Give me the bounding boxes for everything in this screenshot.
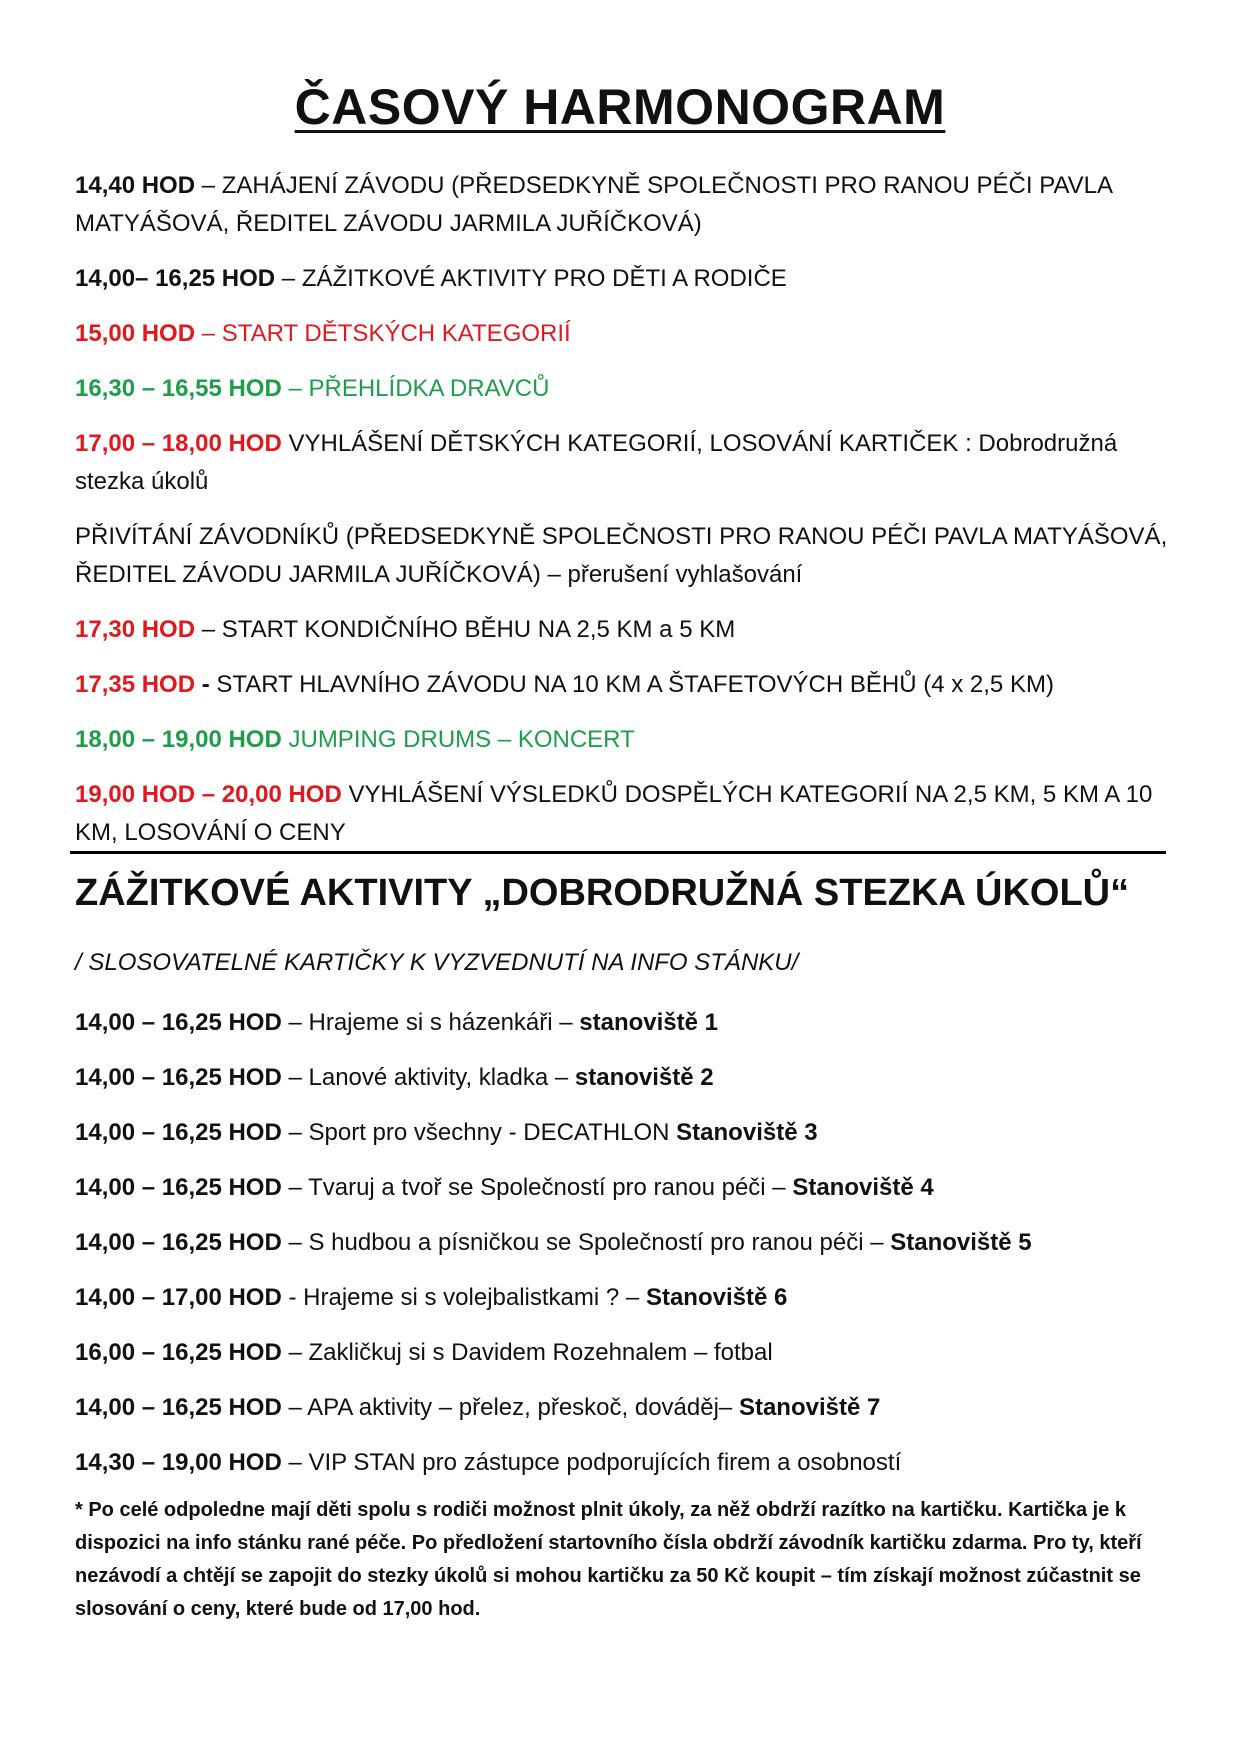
section-divider [70, 851, 1166, 854]
schedule-time: 14,00– 16,25 HOD [75, 265, 276, 292]
schedule-item: 19,00 HOD – 20,00 HOD VYHLÁŠENÍ VÝSLEDKŮ DOSPĚLÝCH KATEGORIÍ NA 2,5 KM, 5 KM A 10 KM, LOSOVÁNÍ O CENY [75, 781, 1153, 846]
schedule-time: 19,00 HOD – 20,00 HOD [75, 781, 342, 808]
schedule-time: 17,35 HOD [75, 671, 196, 698]
activity-item: 14,00 – 16,25 HOD – APA aktivity – přelez, přeskoč, dováděj– Stanoviště 7 [75, 1394, 881, 1421]
activity-item: 14,00 – 16,25 HOD – Tvaruj a tvoř se Společností pro ranou péči – Stanoviště 4 [75, 1174, 934, 1201]
schedule-item: 17,35 HOD - START HLAVNÍHO ZÁVODU NA 10 KM A ŠTAFETOVÝCH BĚHŮ (4 x 2,5 KM) [75, 671, 1054, 698]
schedule-item: 14,40 HOD – ZAHÁJENÍ ZÁVODU (PŘEDSEDKYNĚ SPOLEČNOSTI PRO RANOU PÉČI PAVLA MATYÁŠOVÁ, ŘEDITEL ZÁVODU JARMILA JUŘÍČKOVÁ) [75, 172, 1112, 237]
activity-item: 14,00 – 16,25 HOD – Sport pro všechny - DECATHLON Stanoviště 3 [75, 1119, 818, 1146]
activity-time: 14,00 – 16,25 HOD [75, 1394, 282, 1421]
activity-station: Stanoviště 7 [738, 1394, 881, 1421]
activity-time: 14,00 – 16,25 HOD [75, 1174, 282, 1201]
activity-station: Stanoviště 5 [890, 1229, 1032, 1256]
activity-item: 14,00 – 16,25 HOD – Lanové aktivity, kladka – stanoviště 2 [75, 1064, 714, 1091]
schedule-item: 17,00 – 18,00 HOD VYHLÁŠENÍ DĚTSKÝCH KATEGORIÍ, LOSOVÁNÍ KARTIČEK : Dobrodružná stezka úkolů [75, 430, 1118, 495]
schedule-item: 15,00 HOD – START DĚTSKÝCH KATEGORIÍ [75, 320, 571, 347]
activity-time: 14,00 – 16,25 HOD [75, 1064, 282, 1091]
activity-item: 16,00 – 16,25 HOD – Zakličkuj si s Davidem Rozehnalem – fotbal [75, 1339, 773, 1366]
schedule-item: PŘIVÍTÁNÍ ZÁVODNÍKŮ (PŘEDSEDKYNĚ SPOLEČNOSTI PRO RANOU PÉČI PAVLA MATYÁŠOVÁ, ŘEDITEL ZÁVODU JARMILA JUŘÍČKOVÁ) – přerušení vyhlašování [75, 523, 1168, 588]
section-heading: ZÁŽITKOVÉ AKTIVITY „DOBRODRUŽNÁ STEZKA ÚKOLŮ“ [75, 872, 1130, 914]
activity-station: Stanoviště 4 [792, 1174, 934, 1201]
schedule-item: 14,00– 16,25 HOD – ZÁŽITKOVÉ AKTIVITY PRO DĚTI A RODIČE [75, 265, 787, 292]
schedule-time: 15,00 HOD [75, 320, 196, 347]
activity-item: 14,00 – 16,25 HOD – S hudbou a písničkou se Společností pro ranou péči – Stanoviště 5 [75, 1229, 1032, 1256]
schedule-time: 18,00 – 19,00 HOD [75, 726, 282, 753]
footnote: * Po celé odpoledne mají děti spolu s rodiči možnost plnit úkoly, za něž obdrží razítko na kartičku. Kartička je k dispozici na info stánku rané péče. Po předložení startovního čísla obdrží závodník kartičku zdarma. Pro ty, kteří nezávodí a chtějí se zapojit do stezky úkolů si mohou kartičku za 50 Kč koupit – tím získají možnost zúčastnit se slosování o ceny, které bude od 17,00 hod. [75, 1499, 1142, 1620]
section-subtitle: / SLOSOVATELNÉ KARTIČKY K VYZVEDNUTÍ NA INFO STÁNKU/ [75, 949, 799, 976]
activity-time: 16,00 – 16,25 HOD [75, 1339, 282, 1366]
activity-time: 14,00 – 16,25 HOD [75, 1009, 282, 1036]
schedule-time: 17,00 – 18,00 HOD [75, 430, 282, 457]
page-title: ČASOVÝ HARMONOGRAM [294, 79, 946, 135]
schedule-time: 17,30 HOD [75, 616, 196, 643]
activity-station: stanoviště 2 [574, 1064, 714, 1091]
schedule-time: 16,30 – 16,55 HOD [75, 375, 282, 402]
schedule-time: 14,40 HOD [75, 172, 196, 199]
activity-station: stanoviště 1 [579, 1009, 719, 1036]
schedule-item: 18,00 – 19,00 HOD JUMPING DRUMS – KONCERT [75, 726, 635, 753]
schedule-item: 17,30 HOD – START KONDIČNÍHO BĚHU NA 2,5 KM a 5 KM [75, 616, 736, 643]
activity-time: 14,00 – 17,00 HOD [75, 1284, 282, 1311]
activity-item: 14,00 – 16,25 HOD – Hrajeme si s házenkáři – stanoviště 1 [75, 1009, 719, 1036]
activity-station: Stanoviště 3 [676, 1119, 818, 1146]
activity-station: Stanoviště 6 [645, 1284, 788, 1311]
activity-time: 14,00 – 16,25 HOD [75, 1229, 282, 1256]
schedule-item: 16,30 – 16,55 HOD – PŘEHLÍDKA DRAVCŮ [75, 375, 550, 402]
activity-time: 14,00 – 16,25 HOD [75, 1119, 282, 1146]
activity-item: 14,30 – 19,00 HOD – VIP STAN pro zástupce podporujících firem a osobností [75, 1449, 902, 1476]
activity-time: 14,30 – 19,00 HOD [75, 1449, 282, 1476]
activity-item: 14,00 – 17,00 HOD - Hrajeme si s volejbalistkami ? – Stanoviště 6 [75, 1284, 788, 1311]
